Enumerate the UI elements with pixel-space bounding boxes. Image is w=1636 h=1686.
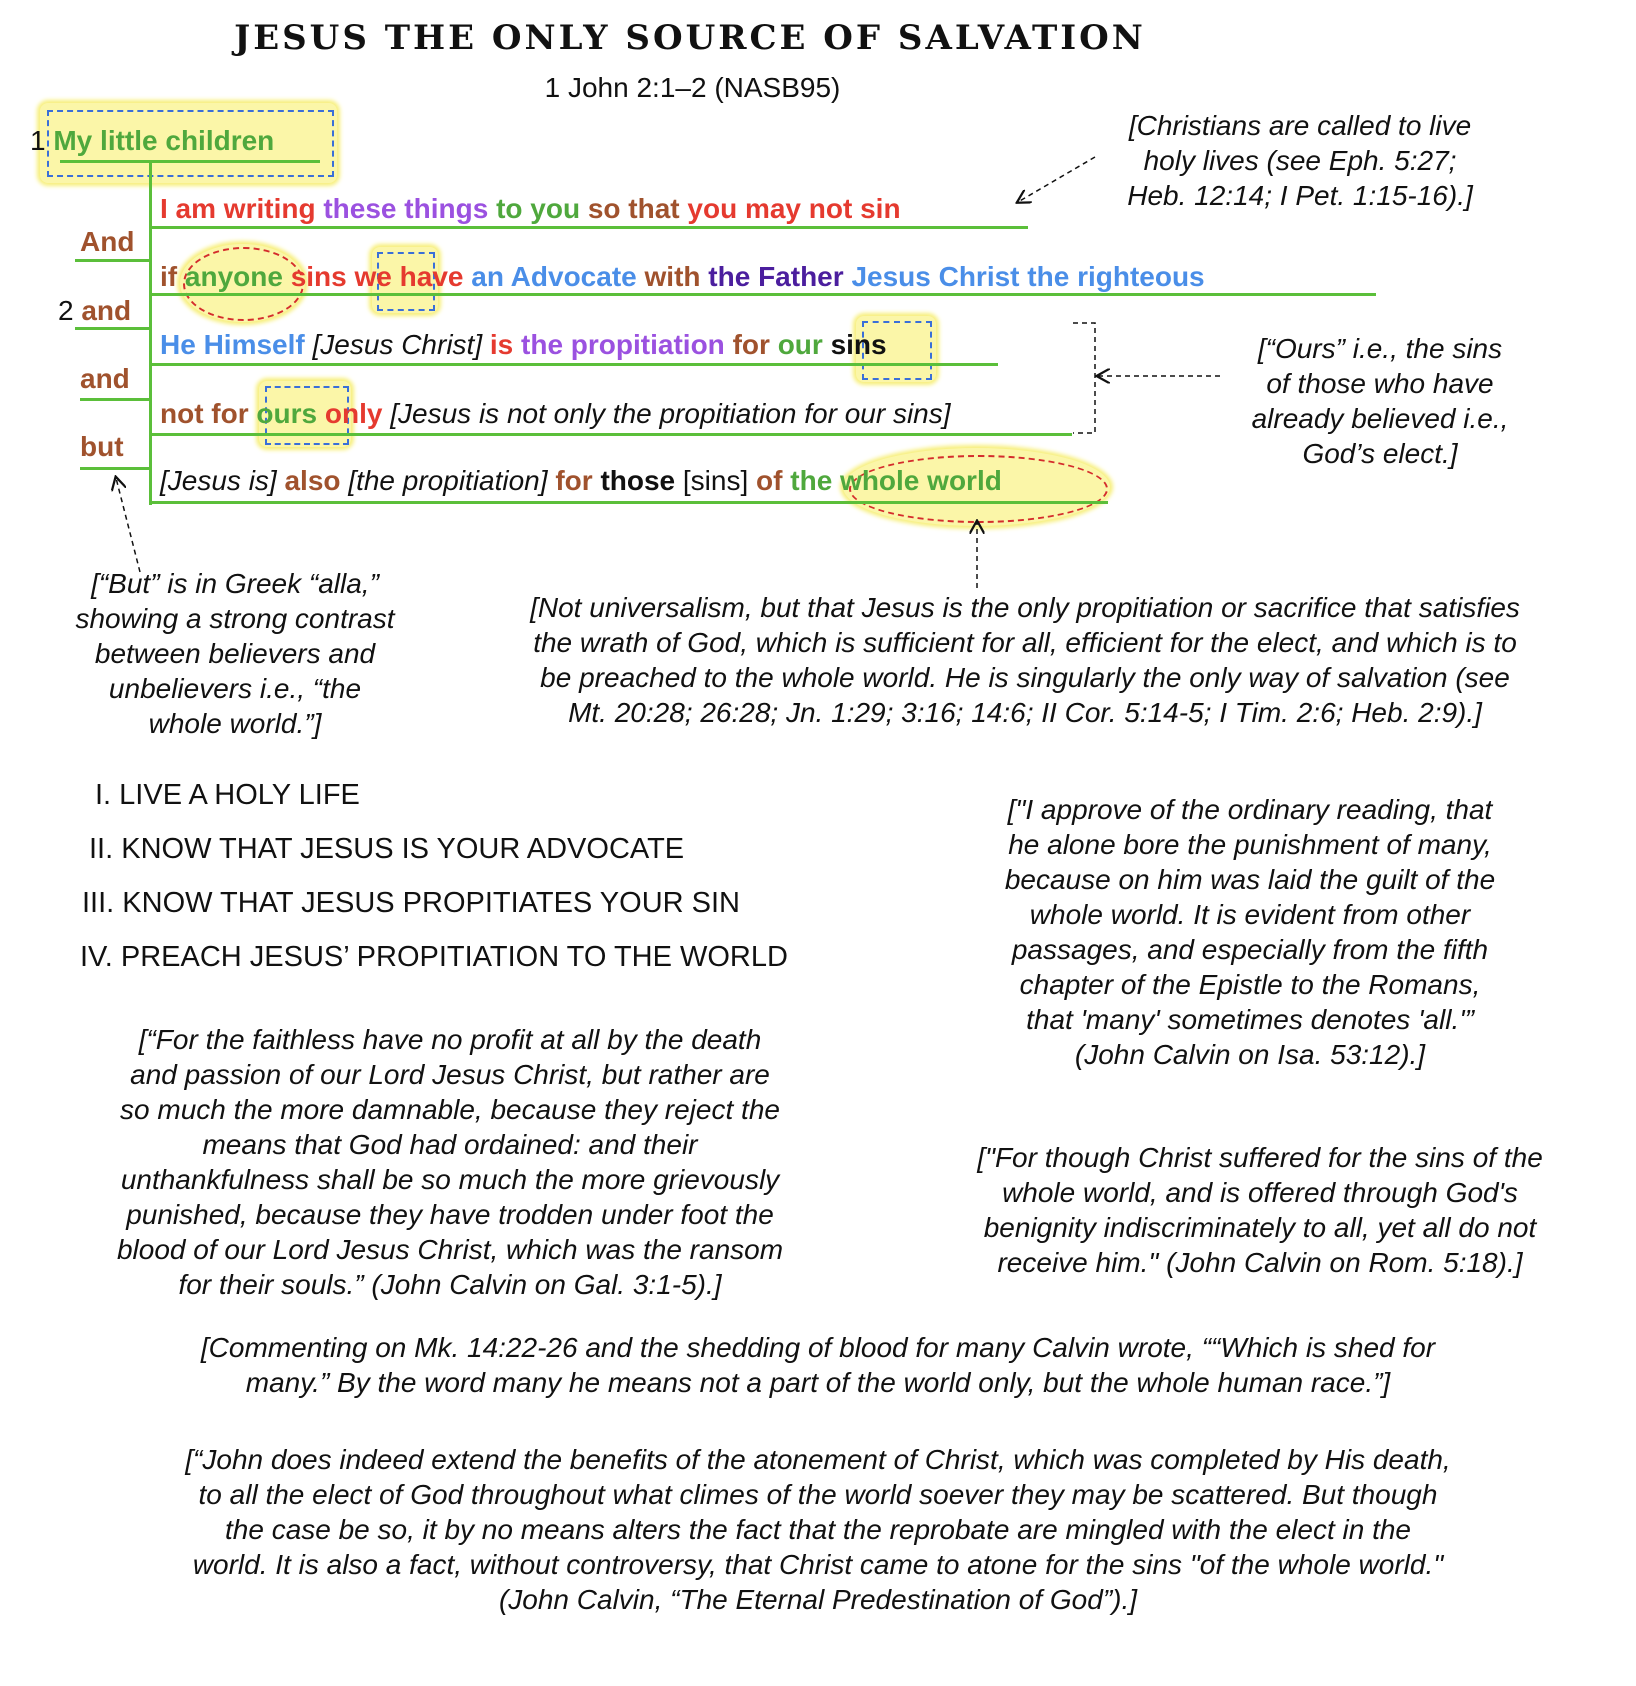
quote-line: many.” By the word many he means not a part of the world only, but the whole human race.”] xyxy=(245,1367,1391,1398)
phrase-he-himself: He Himself xyxy=(160,329,305,360)
quote-line: (John Calvin, “The Eternal Predestination of God”).] xyxy=(498,1584,1138,1615)
quote-line: for their souls.” (John Calvin on Gal. 3:1-5).] xyxy=(178,1269,722,1300)
quote-line: (John Calvin on Isa. 53:12).] xyxy=(1074,1039,1426,1070)
phrase-the-propitiation: the propitiation xyxy=(521,329,725,360)
quote-line: that 'many' sometimes denotes 'all.'” xyxy=(1026,1004,1474,1035)
phrase-is: is xyxy=(489,329,514,360)
quote-line: because on him was laid the guilt of the xyxy=(1004,864,1496,895)
phrase-if: if xyxy=(160,261,178,292)
bracket-ours xyxy=(1073,323,1095,433)
address-text: My little children xyxy=(53,125,275,156)
quote-calvin-predestination xyxy=(40,1442,1596,1617)
phrase-so-that: so that xyxy=(587,193,680,224)
conjunction-and-2: and xyxy=(80,363,130,394)
note-ours-line: God’s elect.] xyxy=(1302,438,1458,469)
conjunction-but: but xyxy=(80,431,124,462)
note-but-line: showing a strong contrast xyxy=(75,603,395,634)
phrase-sins-bracket: [sins] xyxy=(682,465,749,496)
quote-line: so much the more damnable, because they reject the xyxy=(120,1094,780,1125)
note-holy-line: Heb. 12:14; I Pet. 1:15-16).] xyxy=(1127,180,1473,211)
quote-line: world. It is also a fact, without controversy, that Christ came to atone for the sins "of the whole world." xyxy=(192,1549,1444,1580)
conjunction-and: And xyxy=(80,226,135,257)
quote-calvin-mark xyxy=(40,1330,1596,1400)
quote-calvin-galatians xyxy=(50,1022,850,1302)
phrase-have: have xyxy=(399,261,464,292)
quote-line: ["I approve of the ordinary reading, that xyxy=(1007,794,1493,825)
phrase-the-whole-world: the whole world xyxy=(790,465,1002,496)
phrase-these-things: these things xyxy=(323,193,489,224)
note-ours-line: of those who have xyxy=(1266,368,1494,399)
note-ours-line: already believed i.e., xyxy=(1251,403,1509,434)
phrase-with: with xyxy=(644,261,701,292)
phrase-an-advocate: an Advocate xyxy=(471,261,637,292)
note-world-line: the wrath of God, which is sufficient for all, efficient for the elect, and which is to xyxy=(533,627,1517,658)
scripture-reference: 1 John 2:1–2 (NASB95) xyxy=(544,72,841,103)
phrase-sins: sins xyxy=(290,261,347,292)
quote-line: [Commenting on Mk. 14:22-26 and the shedding of blood for many Calvin wrote, ““Which is shed for xyxy=(200,1332,1436,1363)
note-holy-line: [Christians are called to live xyxy=(1128,110,1472,141)
arrow-but xyxy=(116,478,140,572)
quote-line: unthankfulness shall be so much the more grievously xyxy=(120,1164,780,1195)
outline-point-1: I. LIVE A HOLY LIFE xyxy=(95,779,360,811)
quote-line: means that God had ordained: and their xyxy=(202,1129,698,1160)
quote-line: passages, and especially from the fifth xyxy=(1011,934,1489,965)
phrase-jesus-is-bracket: [Jesus is] xyxy=(160,465,277,496)
note-but-line: between believers and xyxy=(94,638,376,669)
quote-line: the case be so, it by no means alters the fact that the reprobate are mingled with the elect in the xyxy=(224,1514,1412,1545)
quote-line: to all the elect of God throughout what climes of the world soever they may be scattered. But though xyxy=(198,1479,1438,1510)
verse2-number: 2 xyxy=(58,295,74,326)
note-but-line: [“But” is in Greek “alla,” xyxy=(91,568,379,599)
phrase-not-for: not for xyxy=(160,398,249,429)
phrase-our: our xyxy=(777,329,823,360)
note-ours-line: [“Ours” i.e., the sins xyxy=(1257,333,1503,364)
outline-point-3: III. KNOW THAT JESUS PROPITIATES YOUR SIN xyxy=(82,887,740,919)
note-world-line: be preached to the whole world. He is singularly the only way of salvation (see xyxy=(540,662,1510,693)
note-holy-line: holy lives (see Eph. 5:27; xyxy=(1143,145,1457,176)
phrase-for: for xyxy=(732,329,770,360)
outline-point-2: II. KNOW THAT JESUS IS YOUR ADVOCATE xyxy=(89,833,685,865)
phrase-jesus-not-only-bracket: [Jesus is not only the propitiation for our sins] xyxy=(390,398,951,429)
quote-line: [“John does indeed extend the benefits of the atonement of Christ, which was completed by His death, xyxy=(185,1444,1451,1475)
phrase-to-you: to you xyxy=(496,193,581,224)
quote-line: whole world, and is offered through God's xyxy=(1002,1177,1518,1208)
phrase-for-2: for xyxy=(555,465,593,496)
phrase-sins-2: sins xyxy=(830,329,887,360)
phrase-those: those xyxy=(600,465,676,496)
phrase-anyone: anyone xyxy=(184,261,283,292)
note-holy-lives xyxy=(1070,108,1530,213)
outline-point-4: IV. PREACH JESUS’ PROPITIATION TO THE WORLD xyxy=(80,941,788,973)
quote-line: ["For though Christ suffered for the sins of the xyxy=(977,1142,1543,1173)
quote-calvin-romans xyxy=(920,1140,1600,1280)
note-ours xyxy=(1215,331,1545,471)
phrase-i-am-writing: I am writing xyxy=(160,193,316,224)
note-whole-world xyxy=(445,590,1605,730)
phrase-only: only xyxy=(324,398,383,429)
phrase-of: of xyxy=(756,465,783,496)
note-world-line: [Not universalism, but that Jesus is the only propitiation or sacrifice that satisfies xyxy=(530,592,1520,623)
quote-line: punished, because they have trodden under foot the xyxy=(126,1199,774,1230)
phrase-the-father: the Father xyxy=(708,261,844,292)
note-but-line: unbelievers i.e., “the xyxy=(108,673,362,704)
phrase-we: we xyxy=(354,261,392,292)
quote-line: benignity indiscriminately to all, yet all do not xyxy=(983,1212,1537,1243)
phrase-also: also xyxy=(284,465,341,496)
phrase-jesus-christ-the-righteous: Jesus Christ the righteous xyxy=(851,261,1205,292)
quote-line: and passion of our Lord Jesus Christ, but rather are xyxy=(130,1059,770,1090)
phrase-you-may-not-sin: you may not sin xyxy=(687,193,901,224)
quote-calvin-isaiah xyxy=(950,792,1550,1072)
note-but-line: whole world.”] xyxy=(148,708,322,739)
verse1-number: 1 xyxy=(30,125,46,156)
note-world-line: Mt. 20:28; 26:28; Jn. 1:29; 3:16; 14:6; II Cor. 5:14-5; I Tim. 2:6; Heb. 2:9).] xyxy=(568,697,1482,728)
quote-line: chapter of the Epistle to the Romans, xyxy=(1019,969,1481,1000)
quote-line: receive him." (John Calvin on Rom. 5:18).] xyxy=(997,1247,1523,1278)
quote-line: whole world. It is evident from other xyxy=(1029,899,1471,930)
page-title: JESUS THE ONLY SOURCE OF SALVATION xyxy=(234,18,1146,58)
phrase-the-propitiation-bracket: [the propitiation] xyxy=(348,465,548,496)
quote-line: [“For the faithless have no profit at all by the death xyxy=(138,1024,762,1055)
phrase-jesus-christ-bracket: [Jesus Christ] xyxy=(312,329,483,360)
conjunction-and-v2: and xyxy=(81,295,132,326)
note-but-alla xyxy=(40,566,430,741)
quote-line: he alone bore the punishment of many, xyxy=(1008,829,1492,860)
quote-line: blood of our Lord Jesus Christ, which was the ransom xyxy=(116,1234,784,1265)
phrase-ours: ours xyxy=(256,398,318,429)
